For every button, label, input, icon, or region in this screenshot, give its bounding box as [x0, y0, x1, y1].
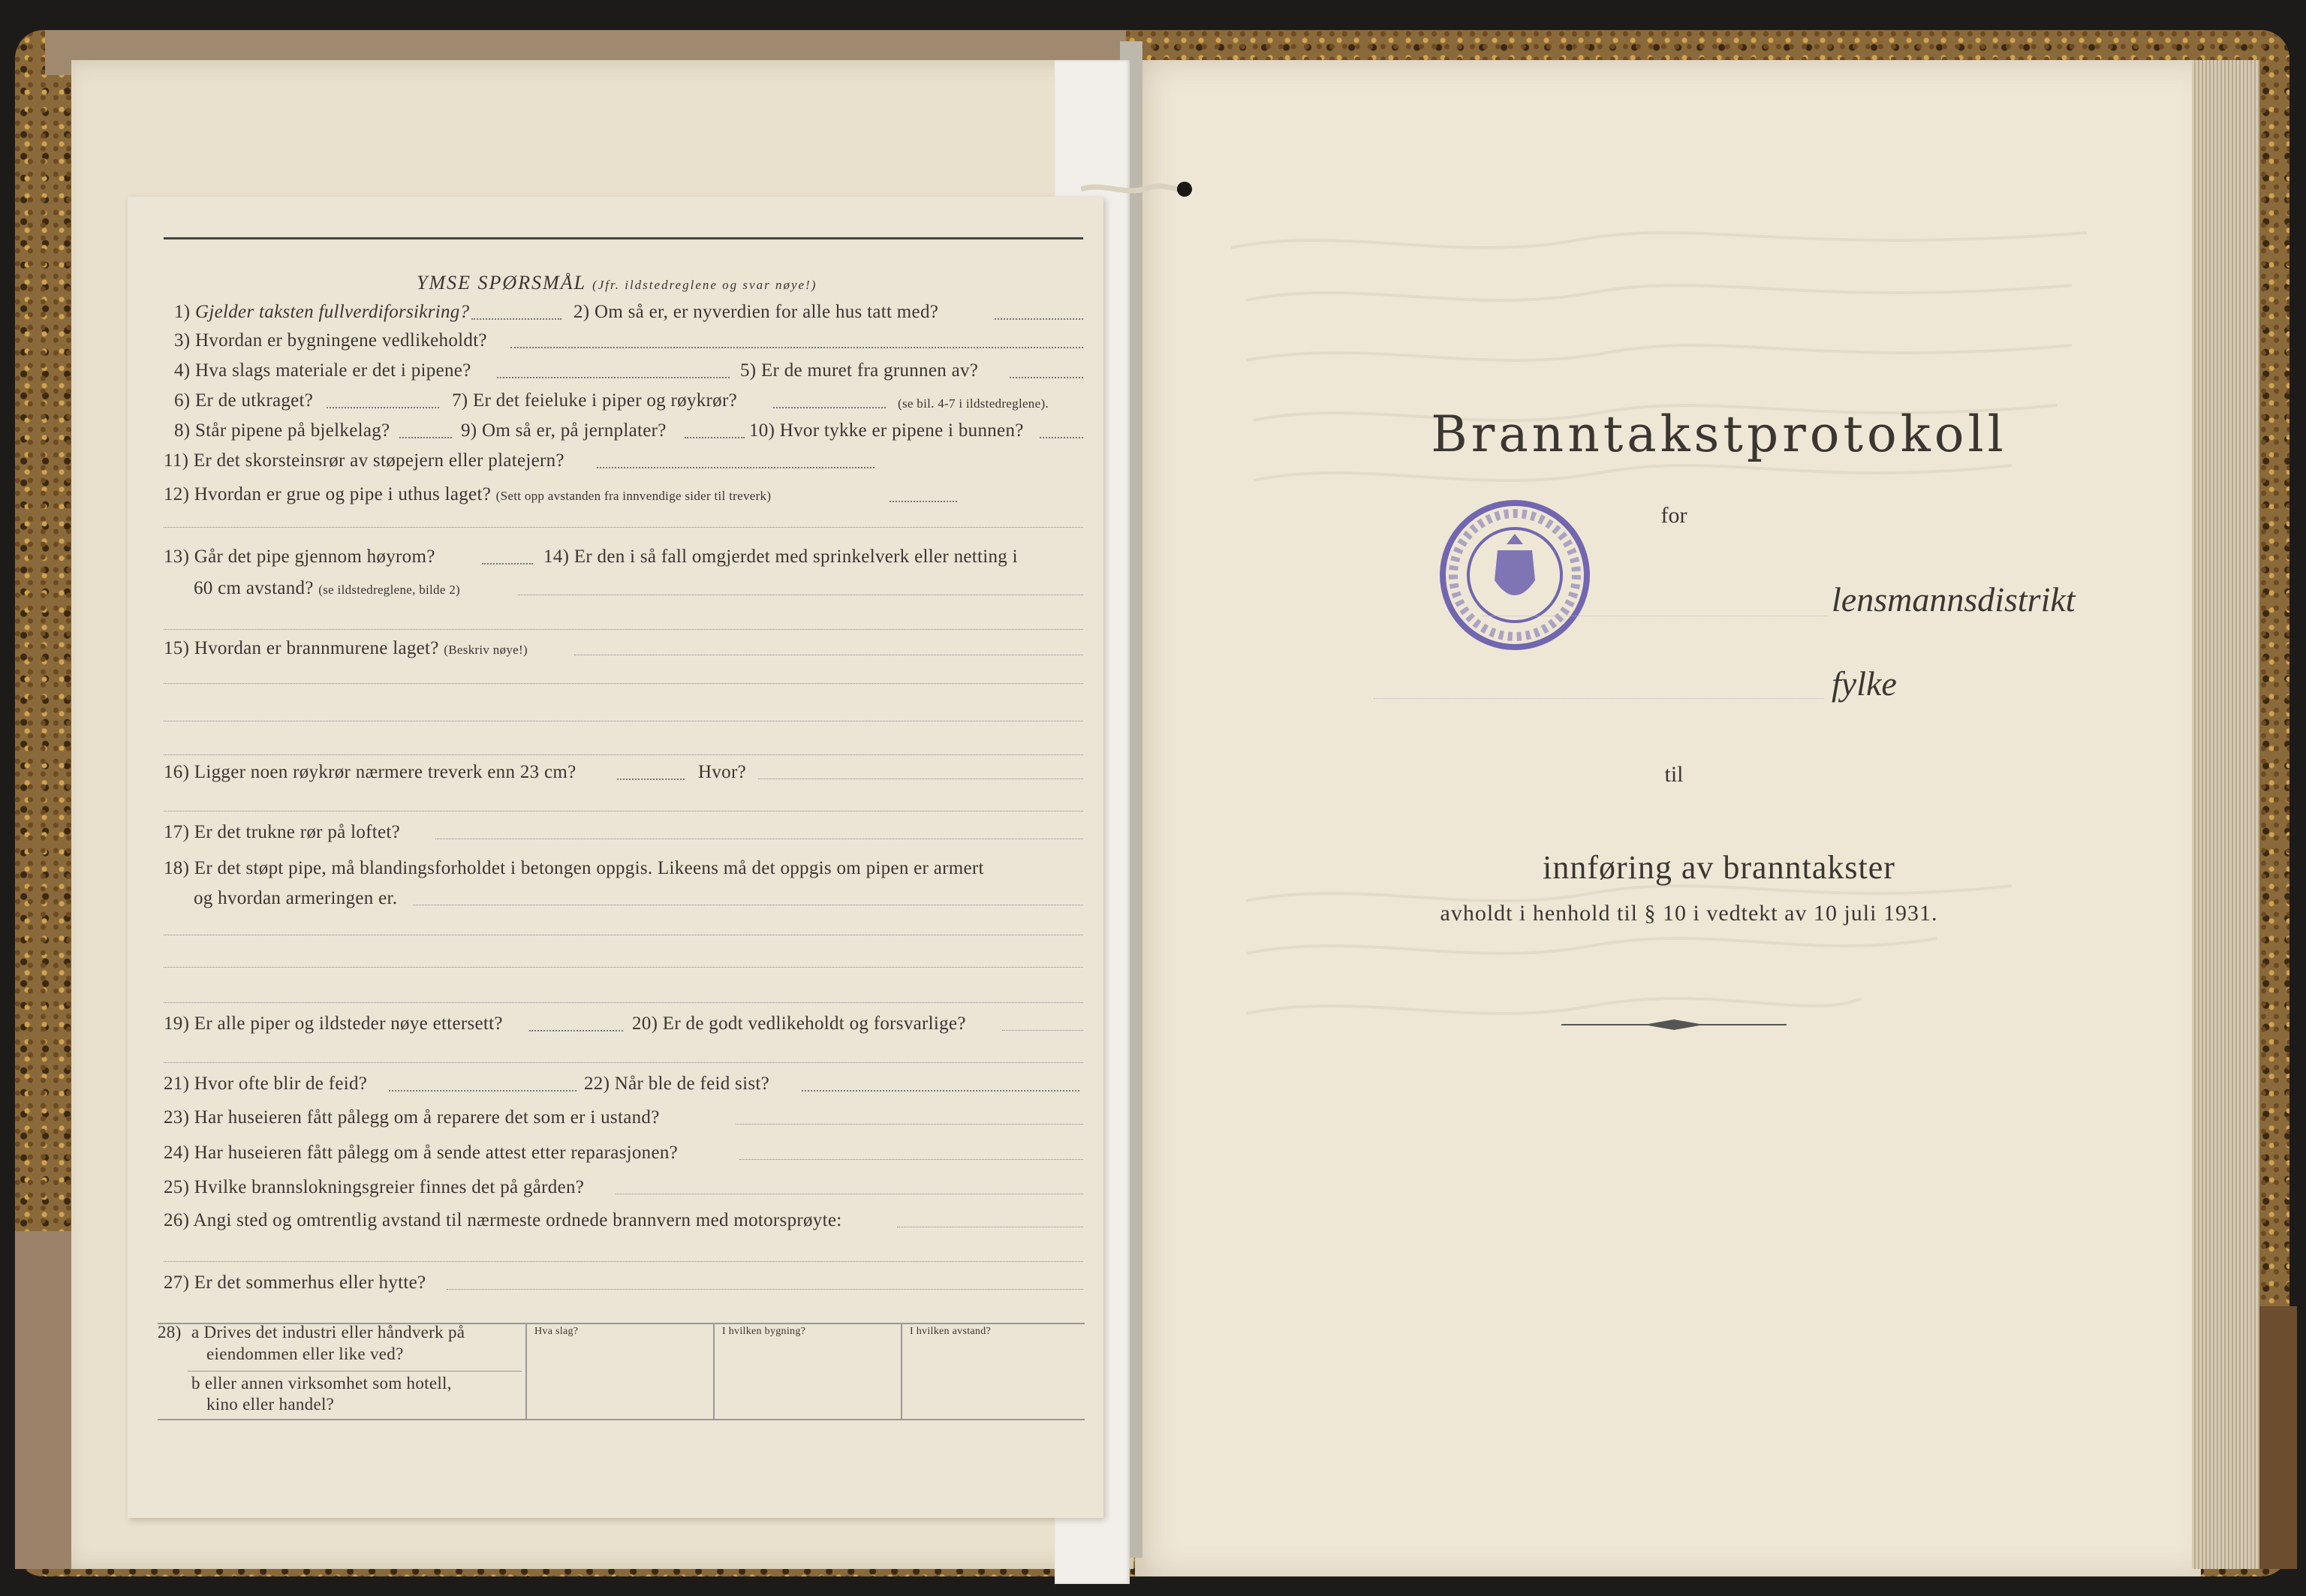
question-3: 3) Hvordan er bygningene vedlikeholdt?: [174, 330, 487, 351]
question-28-number: 28): [158, 1323, 182, 1342]
answer-line: [890, 501, 957, 502]
page-edges: [2192, 60, 2259, 1569]
question-23: 23) Har huseieren fått pålegg om å reparere det som er i ustand?: [164, 1107, 660, 1128]
question-11: 11) Er det skorsteinsrør av støpejern eller platejern?: [164, 450, 564, 471]
for-label: for: [1660, 503, 1687, 528]
answer-line: [482, 563, 533, 565]
answer-line: [597, 467, 875, 468]
question-15: 15) Hvordan er brannmurene laget? (Beskriv nøye!): [164, 638, 528, 658]
answer-line: [685, 437, 745, 438]
to-label: til: [1664, 762, 1684, 787]
question-19: 19) Er alle piper og ildsteder nøye ettersett?: [164, 1013, 503, 1034]
table-column-header: I hvilken bygning?: [722, 1326, 806, 1337]
question-18-cont: og hvordan armeringen er.: [194, 888, 398, 908]
question-10: 10) Hvor tykke er pipene i bunnen?: [749, 420, 1024, 441]
table-column-rule: [525, 1323, 527, 1420]
table-column-header: I hvilken avstand?: [910, 1326, 992, 1337]
county-blank-line: [1374, 698, 1824, 699]
answer-line: [995, 318, 1083, 320]
form-heading: YMSE SPØRSMÅL (Jfr. ildstedreglene og svar nøye!): [417, 272, 817, 294]
table-bottom-rule: [158, 1419, 1085, 1420]
question-24: 24) Har huseieren fått pålegg om å sende attest etter reparasjonen?: [164, 1143, 679, 1163]
question-13: 13) Går det pipe gjennom høyrom?: [164, 547, 435, 567]
answer-line: [739, 1159, 1083, 1160]
county-label: fylke: [1832, 664, 1897, 703]
table-row-rule: [188, 1371, 522, 1372]
question-28a-cont: eiendommen eller like ved?: [206, 1345, 404, 1363]
answer-line: [802, 1090, 1079, 1092]
question-16-where: Hvor?: [698, 762, 746, 782]
question-4: 4) Hva slags materiale er det i pipene?: [174, 360, 471, 381]
question-25: 25) Hvilke brannslokningsgreier finnes det på gården?: [164, 1177, 585, 1197]
answer-line: [1040, 437, 1083, 438]
answer-line: [447, 1289, 1083, 1290]
answer-line: [1010, 377, 1083, 378]
answer-line: [327, 407, 439, 408]
question-27: 27) Er det sommerhus eller hytte?: [164, 1272, 426, 1293]
answer-line: [758, 778, 1083, 779]
answer-line: [773, 407, 886, 408]
answer-line: [471, 318, 561, 320]
question-22: 22) Når ble de feid sist?: [584, 1074, 770, 1094]
question-28b-cont: kino eller handel?: [206, 1395, 335, 1414]
answer-line: [529, 1030, 623, 1031]
question-28b: b eller annen virksomhet som hotell,: [191, 1374, 452, 1393]
answer-line: [164, 1062, 1083, 1063]
table-column-header: Hva slag?: [534, 1326, 579, 1337]
question-12: 12) Hvordan er grue og pipe i uthus laget? (Sett opp avstanden fra innvendige sider til treverk): [164, 484, 772, 504]
page-title: Branntakstprotokoll: [1431, 405, 2007, 463]
question-26: 26) Angi sted og omtrentlig avstand til nærmeste ordnede brannvern med motorsprøyte:: [164, 1210, 842, 1230]
question-7: 7) Er det feieluke i piper og røykrør?: [452, 390, 738, 411]
answer-line: [399, 437, 452, 438]
answer-line: [164, 967, 1083, 968]
table-column-rule: [901, 1323, 902, 1420]
question-2: 2) Om så er, er nyverdien for alle hus tatt med?: [573, 302, 939, 322]
form-top-rule: [164, 237, 1083, 239]
answer-line: [164, 527, 1083, 528]
ornament-divider-icon: [1561, 1017, 1787, 1032]
question-14: 14) Er den i så fall omgjerdet med sprinkelverk eller netting i: [543, 547, 1018, 567]
question-7-note: (se bil. 4-7 i ildstedreglene).: [898, 396, 1049, 411]
form-heading-note: (Jfr. ildstedreglene og svar nøye!): [592, 278, 817, 292]
question-14-cont: 60 cm avstand? (se ildstedreglene, bilde 2): [194, 578, 461, 598]
official-stamp-icon: [1437, 498, 1592, 652]
district-label: lensmannsdistrikt: [1832, 580, 2076, 619]
answer-line: [164, 811, 1083, 812]
question-18: 18) Er det støpt pipe, må blandingsforholdet i betongen oppgis. Likeens må det oppgis om pipen er armert: [164, 858, 984, 878]
question-17: 17) Er det trukne rør på loftet?: [164, 822, 401, 842]
answer-line: [164, 683, 1083, 684]
answer-line: [510, 347, 1083, 348]
answer-line: [164, 629, 1083, 630]
question-8: 8) Står pipene på bjelkelag?: [174, 420, 390, 441]
answer-line: [389, 1090, 576, 1092]
answer-line: [1002, 1030, 1083, 1031]
answer-line: [617, 778, 685, 780]
subtitle: innføring av branntakster: [1543, 849, 1895, 886]
binding-string-icon: [1081, 180, 1194, 198]
question-1: 1) Gjelder taksten fullverdiforsikring?: [174, 302, 470, 322]
question-16: 16) Ligger noen røykrør nærmere treverk enn 23 cm?: [164, 762, 576, 782]
answer-line: [736, 1124, 1083, 1125]
subtitle-line: avholdt i henhold til § 10 i vedtekt av 10 juli 1931.: [1440, 901, 1938, 926]
question-20: 20) Er de godt vedlikeholdt og forsvarlige?: [632, 1013, 966, 1034]
answer-line: [164, 1261, 1083, 1262]
answer-line: [164, 754, 1083, 755]
question-5: 5) Er de muret fra grunnen av?: [740, 360, 979, 381]
answer-line: [497, 377, 730, 378]
bleed-through-text: [1186, 113, 2162, 1164]
question-9: 9) Om så er, på jernplater?: [461, 420, 667, 441]
answer-line: [164, 1002, 1083, 1003]
table-column-rule: [713, 1323, 715, 1420]
question-6: 6) Er de utkraget?: [174, 390, 314, 411]
question-28a: a Drives det industri eller håndverk på: [191, 1323, 465, 1342]
question-21: 21) Hvor ofte blir de feid?: [164, 1074, 368, 1094]
